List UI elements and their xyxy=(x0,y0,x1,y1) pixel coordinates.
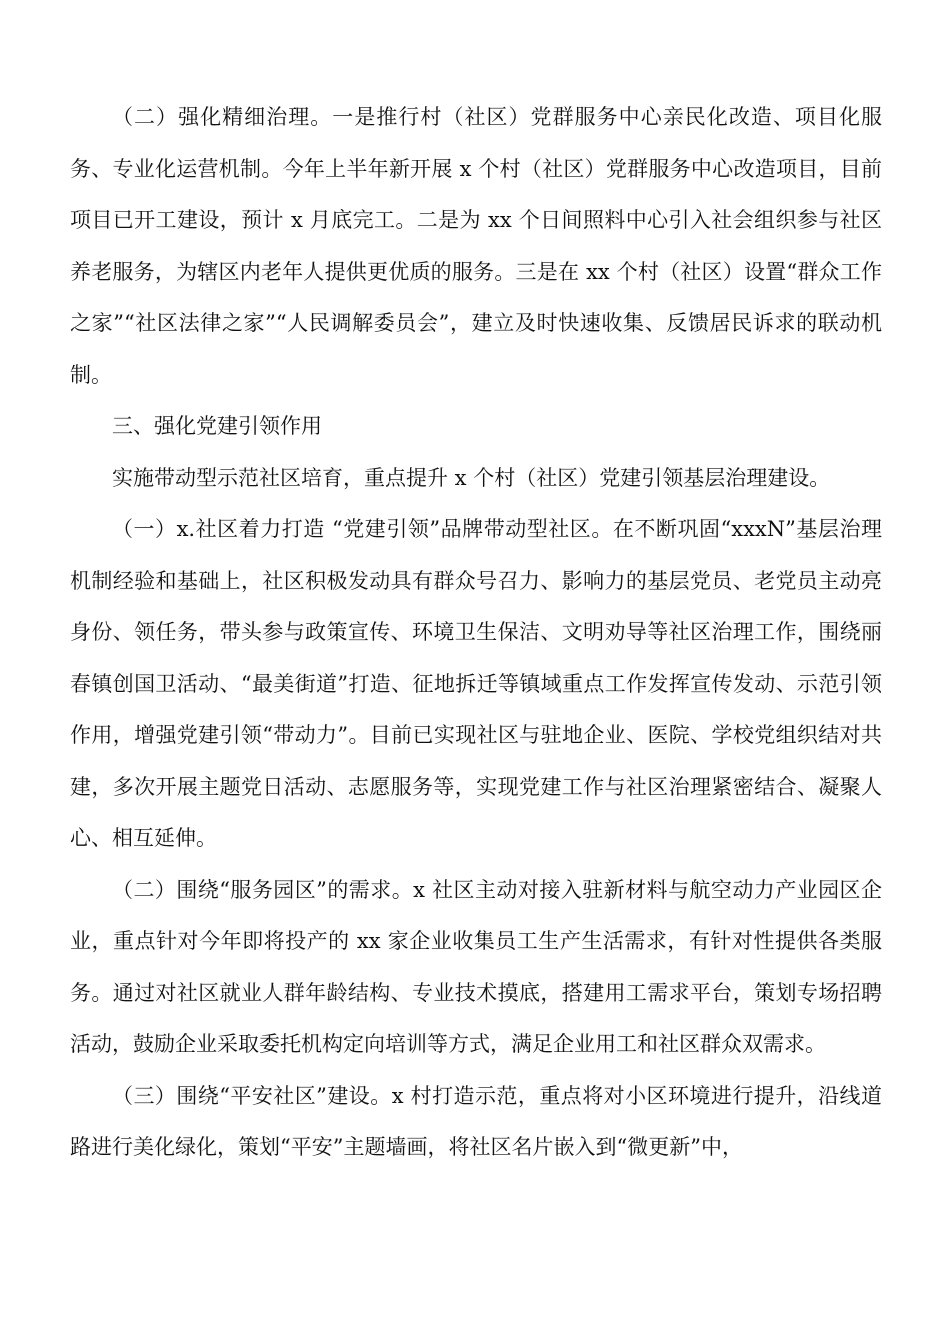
paragraph-refined-governance: （二）强化精细治理。一是推行村（社区）党群服务中心亲民化改造、项目化服务、专业化运营机制。今年上半年新开展 x 个村（社区）党群服务中心改造项目，目前项目已开工建设，预计 x 月底完工。二是为 xx 个日间照料中心引入社会组织参与社区养老服务，为辖区内老年人提供更优质的服务。三是在 xx 个村（社区）设置“群众工作之家”“社区法律之家”“人民调解委员会”，建立及时快速收集、反馈居民诉求的联动机制。 xyxy=(70,105,882,387)
paragraph-demonstration-communities: 实施带动型示范社区培育，重点提升 x 个村（社区）党建引领基层治理建设。 xyxy=(112,465,831,490)
paragraph-safe-community: （三）围绕“平安社区”建设。x 村打造示范，重点将对小区环境进行提升，沿线道路进行美化绿化，策划“平安”主题墙画，将社区名片嵌入到“微更新”中， xyxy=(70,1083,882,1159)
section-heading-party-leadership: 三、强化党建引领作用 xyxy=(112,414,322,438)
paragraph-party-brand-community: （一）x.社区着力打造 “党建引领”品牌带动型社区。在不断巩固“xxxN”基层治理机制经验和基础上，社区积极发动具有群众号召力、影响力的基层党员、老党员主动亮身份、领任务，带头参与政策宣传、环境卫生保洁、文明劝导等社区治理工作，围绕丽春镇创国卫活动、“最美街道”打造、征地拆迁等镇域重点工作发挥宣传发动、示范引领作用，增强党建引领“带动力”。目前已实现社区与驻地企业、医院、学校党组织结对共建，多次开展主题党日活动、志愿服务等，实现党建工作与社区治理紧密结合、凝聚人心、相互延伸。 xyxy=(70,517,882,850)
paragraph-serve-industrial-park: （二）围绕“服务园区”的需求。x 社区主动对接入驻新材料与航空动力产业园区企业，重点针对今年即将投产的 xx 家企业收集员工生产生活需求，有针对性提供各类服务。通过对社区就业人群年龄结构、专业技术摸底，搭建用工需求平台，策划专场招聘活动，鼓励企业采取委托机构定向培训等方式，满足企业用工和社区群众双需求。 xyxy=(70,877,882,1056)
document-body xyxy=(70,92,882,1174)
